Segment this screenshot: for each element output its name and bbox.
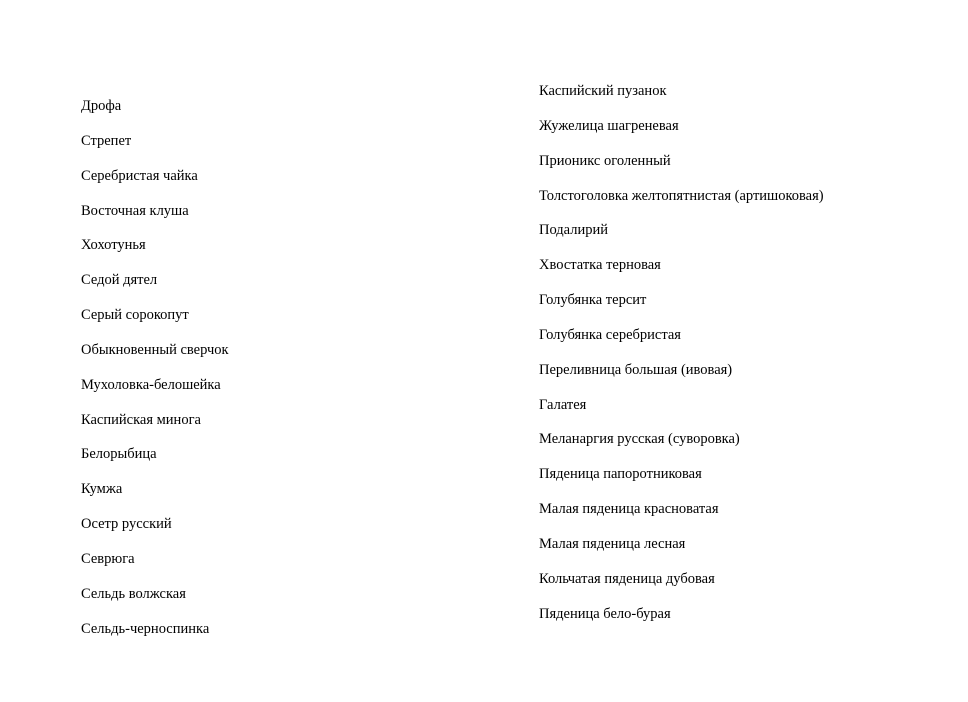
species-item: Серебристая чайка: [81, 167, 198, 184]
species-item: Голубянка серебристая: [539, 326, 681, 343]
species-item: Подалирий: [539, 222, 609, 239]
species-item: Голубянка терсит: [539, 292, 647, 309]
species-item: Стрепет: [81, 132, 132, 149]
species-item: Малая пяденица красноватая: [539, 501, 719, 518]
species-item: Обыкновенный сверчок: [81, 341, 229, 358]
species-item: Жужелица шагреневая: [539, 117, 679, 134]
species-item: Восточная клуша: [81, 202, 189, 219]
species-list-right-column: [539, 82, 824, 640]
species-item: Каспийская минога: [81, 411, 201, 428]
species-item: Седой дятел: [81, 272, 158, 289]
species-item: Серый сорокопут: [81, 307, 189, 324]
species-item: Хохотунья: [81, 237, 146, 254]
species-item: Дрофа: [81, 98, 122, 114]
species-item: Осетр русский: [81, 516, 172, 533]
species-item: Пяденица бело-бурая: [539, 605, 671, 622]
species-item: Кумжа: [81, 481, 123, 498]
species-list-left-column: [81, 97, 229, 655]
species-item: Мухоловка-белошейка: [81, 376, 221, 393]
species-item: Сельдь-черноспинка: [81, 620, 210, 637]
species-item: Переливница большая (ивовая): [539, 361, 733, 378]
species-item: Кольчатая пяденица дубовая: [539, 570, 715, 587]
species-item: Прионикс оголенный: [539, 152, 671, 169]
species-item: Малая пяденица лесная: [539, 535, 686, 552]
species-item: Каспийский пузанок: [539, 83, 667, 99]
species-item: Хвостатка терновая: [539, 257, 661, 274]
species-item: Сельдь волжская: [81, 585, 186, 602]
species-item: Севрюга: [81, 550, 135, 567]
species-item: Меланаргия русская (суворовка): [539, 431, 740, 448]
species-item: Белорыбица: [81, 446, 157, 463]
species-item: Галатея: [539, 396, 587, 413]
species-item: Толстоголовка желтопятнистая (артишоковая): [539, 187, 824, 204]
species-item: Пяденица папоротниковая: [539, 466, 702, 483]
